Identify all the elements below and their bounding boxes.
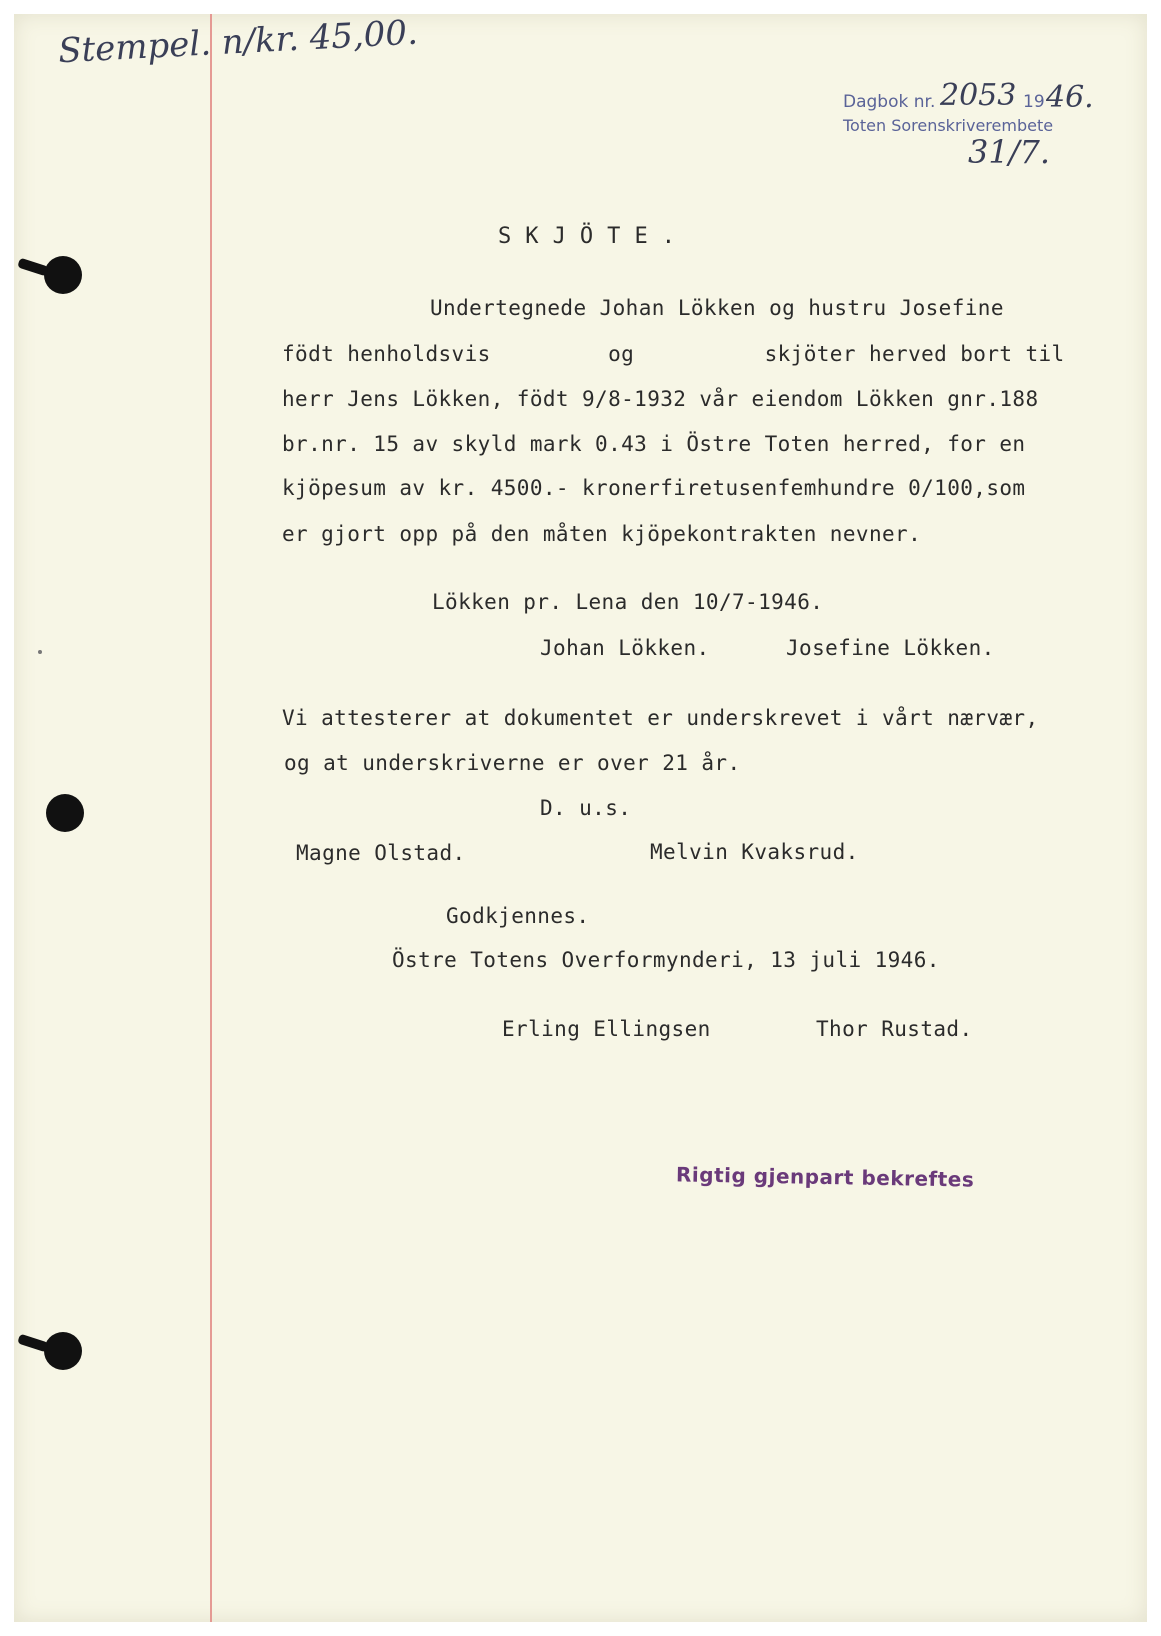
approved-label: Godkjennes.: [446, 904, 590, 928]
signer-johan: Johan Lökken.: [540, 636, 710, 660]
attest-line-2: og at underskriverne er over 21 år.: [284, 751, 741, 775]
approver-erling: Erling Ellingsen: [502, 1017, 711, 1041]
handwritten-stamp-fee: Stempel. n/kr. 45,00.: [57, 12, 419, 72]
body-line-5: kjöpesum av kr. 4500.- kronerfiretusenfemhundre 0/100,som: [282, 476, 1026, 500]
signer-josefine: Josefine Lökken.: [786, 636, 995, 660]
document-title: S K J Ö T E .: [498, 224, 676, 249]
body-line-4: br.nr. 15 av skyld mark 0.43 i Östre Toten herred, for en: [282, 432, 1026, 456]
witness-magne: Magne Olstad.: [296, 841, 466, 865]
approval-line: Östre Totens Overformynderi, 13 juli 1946.: [392, 948, 940, 972]
dagbok-number: 2053: [940, 78, 1017, 113]
punch-hole-bottom: [44, 1332, 82, 1370]
handwritten-date: 31/7.: [968, 133, 1051, 171]
dus-mark: D. u.s.: [540, 796, 632, 820]
dagbok-year-prefix: 19: [1023, 92, 1045, 112]
witness-melvin: Melvin Kvaksrud.: [650, 840, 859, 864]
office-stamp: Toten Sorenskriverembete: [843, 116, 1054, 135]
body-line-6: er gjort opp på den måten kjöpekontrakten nevner.: [282, 522, 922, 546]
place-date: Lökken pr. Lena den 10/7-1946.: [432, 590, 824, 614]
attest-line-1: Vi attesterer at dokumentet er underskrevet i vårt nærvær,: [282, 706, 1039, 730]
approver-thor: Thor Rustad.: [816, 1017, 973, 1041]
dagbok-year-suffix: 46.: [1046, 80, 1094, 115]
punch-hole-top: [44, 256, 82, 294]
dagbok-stamp-label: Dagbok nr.: [843, 92, 936, 112]
body-line-3: herr Jens Lökken, födt 9/8-1932 vår eiendom Lökken gnr.188: [282, 387, 1039, 411]
margin-rule: [210, 14, 212, 1622]
punch-hole-middle: [46, 794, 84, 832]
margin-mark: [38, 650, 42, 654]
certified-copy-stamp: Rigtig gjenpart bekreftes: [675, 1162, 975, 1192]
body-line-2: födt henholdsvis og skjöter herved bort til: [282, 342, 1065, 366]
body-line-1: Undertegnede Johan Lökken og hustru Josefine: [430, 296, 1004, 320]
